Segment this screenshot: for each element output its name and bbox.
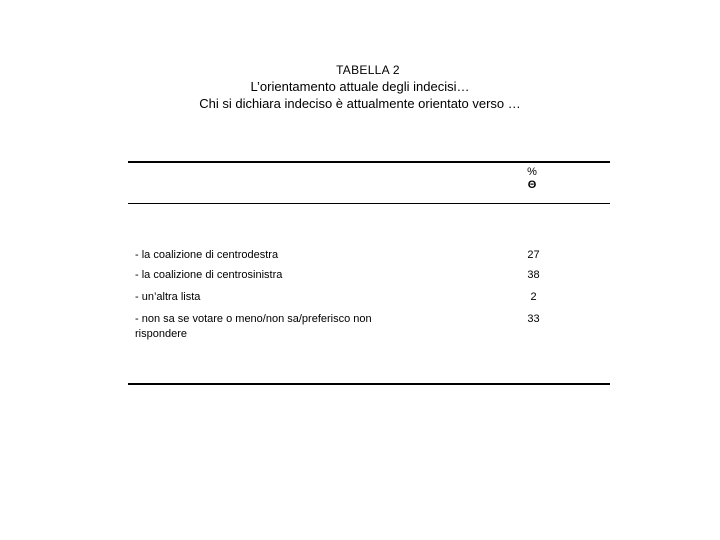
percent-column-header xyxy=(520,166,544,192)
header-rule xyxy=(128,203,610,204)
table-title-block xyxy=(0,62,720,112)
row-label: - la coalizione di centrodestra xyxy=(135,249,279,261)
table-subtitle: Chi si dichiara indeciso è attualmente orientato verso … xyxy=(199,96,521,111)
row-value: 33 xyxy=(527,313,540,325)
row-label: - la coalizione di centrosinistra xyxy=(135,269,283,281)
header-icon: Θ xyxy=(527,179,537,191)
percent-symbol: % xyxy=(527,166,537,178)
row-label: - un’altra lista xyxy=(135,291,201,303)
row-value: 38 xyxy=(527,269,540,281)
top-rule xyxy=(128,161,610,163)
row-value: 2 xyxy=(530,291,537,303)
table-number: TABELLA 2 xyxy=(336,63,400,77)
row-value: 27 xyxy=(527,249,540,261)
bottom-rule xyxy=(128,383,610,385)
table-title: L’orientamento attuale degli indecisi… xyxy=(250,79,470,94)
row-label: - non sa se votare o meno/non sa/preferisco non rispondere xyxy=(135,313,372,340)
